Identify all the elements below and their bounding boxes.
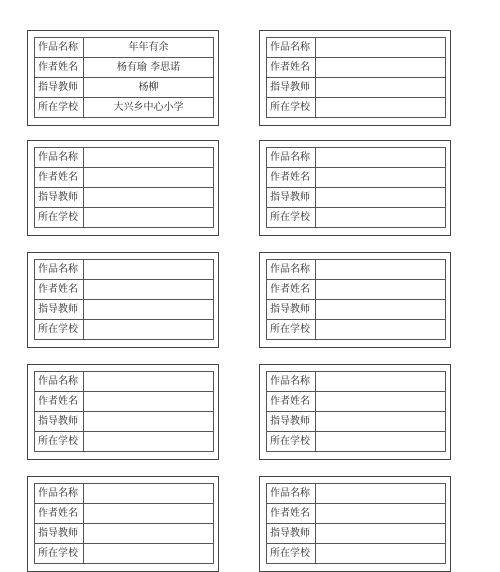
- field-value-author[interactable]: [84, 168, 214, 188]
- entry-table: [34, 483, 214, 564]
- field-value-school[interactable]: [316, 98, 446, 118]
- field-value-teacher[interactable]: [84, 524, 214, 544]
- entry-row-author: [267, 58, 446, 78]
- field-value-school[interactable]: 大兴乡中心小学: [84, 98, 214, 118]
- entry-card: [259, 364, 451, 460]
- field-label-school: 所在学校: [35, 98, 84, 118]
- field-label-author: 作者姓名: [267, 392, 316, 412]
- field-value-author[interactable]: [84, 280, 214, 300]
- entry-card: [27, 364, 219, 460]
- field-value-teacher[interactable]: [316, 524, 446, 544]
- field-value-title[interactable]: [316, 484, 446, 504]
- field-value-teacher[interactable]: 杨柳: [84, 78, 214, 98]
- entry-row-school: [35, 432, 214, 452]
- entry-card: [259, 140, 451, 236]
- field-value-author[interactable]: [84, 504, 214, 524]
- field-label-teacher: 指导教师: [35, 78, 84, 98]
- field-label-school: 所在学校: [267, 544, 316, 564]
- entry-table: [34, 147, 214, 228]
- field-label-school: 所在学校: [267, 432, 316, 452]
- field-value-teacher[interactable]: [316, 188, 446, 208]
- field-label-author: 作者姓名: [267, 280, 316, 300]
- field-label-school: 所在学校: [267, 98, 316, 118]
- field-label-author: 作者姓名: [35, 280, 84, 300]
- entry-table: [34, 37, 214, 118]
- entry-card: [259, 476, 451, 572]
- entry-card: [259, 30, 451, 126]
- field-value-teacher[interactable]: [84, 188, 214, 208]
- field-value-title[interactable]: [84, 260, 214, 280]
- field-label-author: 作者姓名: [35, 504, 84, 524]
- field-value-school[interactable]: [84, 320, 214, 340]
- field-label-title: 作品名称: [267, 148, 316, 168]
- field-value-title[interactable]: 年年有余: [84, 38, 214, 58]
- field-value-teacher[interactable]: [316, 78, 446, 98]
- entry-row-teacher: [35, 300, 214, 320]
- field-value-title[interactable]: [316, 372, 446, 392]
- entry-row-title: [267, 38, 446, 58]
- entry-row-teacher: [267, 524, 446, 544]
- field-label-teacher: 指导教师: [267, 78, 316, 98]
- field-label-teacher: 指导教师: [35, 300, 84, 320]
- entry-row-school: [267, 208, 446, 228]
- entry-table: [34, 259, 214, 340]
- field-label-author: 作者姓名: [35, 392, 84, 412]
- field-label-title: 作品名称: [267, 260, 316, 280]
- entry-card: [27, 30, 219, 126]
- entry-row-school: [267, 432, 446, 452]
- field-value-title[interactable]: [316, 148, 446, 168]
- entry-table: [266, 483, 446, 564]
- entry-row-teacher: [267, 78, 446, 98]
- field-label-title: 作品名称: [35, 260, 84, 280]
- field-label-school: 所在学校: [35, 432, 84, 452]
- entry-row-school: [35, 208, 214, 228]
- entry-row-school: [267, 544, 446, 564]
- entry-row-title: [35, 38, 214, 58]
- entry-row-author: [35, 168, 214, 188]
- entry-card: [27, 252, 219, 348]
- entry-card: [27, 140, 219, 236]
- entry-row-title: [35, 148, 214, 168]
- field-label-title: 作品名称: [267, 372, 316, 392]
- field-label-teacher: 指导教师: [35, 524, 84, 544]
- field-value-author[interactable]: [316, 58, 446, 78]
- field-label-school: 所在学校: [35, 320, 84, 340]
- entry-row-title: [35, 484, 214, 504]
- entry-row-author: [35, 392, 214, 412]
- entry-row-teacher: [267, 188, 446, 208]
- entry-card: [259, 252, 451, 348]
- field-value-teacher[interactable]: [84, 412, 214, 432]
- field-label-title: 作品名称: [267, 484, 316, 504]
- field-label-school: 所在学校: [267, 320, 316, 340]
- entry-row-author: [267, 392, 446, 412]
- field-value-teacher[interactable]: [84, 300, 214, 320]
- entry-row-author: [267, 168, 446, 188]
- entry-table: [266, 147, 446, 228]
- entry-table: [266, 371, 446, 452]
- field-label-teacher: 指导教师: [267, 524, 316, 544]
- entry-row-teacher: [267, 412, 446, 432]
- field-value-school[interactable]: [84, 208, 214, 228]
- field-label-title: 作品名称: [35, 38, 84, 58]
- field-value-author[interactable]: [84, 392, 214, 412]
- field-value-title[interactable]: [84, 484, 214, 504]
- field-value-school[interactable]: [316, 320, 446, 340]
- field-value-author[interactable]: [316, 392, 446, 412]
- entry-row-teacher: [35, 78, 214, 98]
- entry-row-school: [35, 320, 214, 340]
- field-label-school: 所在学校: [35, 544, 84, 564]
- field-value-school[interactable]: [84, 432, 214, 452]
- field-value-title[interactable]: [316, 38, 446, 58]
- entry-row-title: [267, 484, 446, 504]
- entry-row-school: [267, 320, 446, 340]
- field-value-school[interactable]: [316, 432, 446, 452]
- field-label-author: 作者姓名: [35, 58, 84, 78]
- field-label-author: 作者姓名: [267, 168, 316, 188]
- field-label-teacher: 指导教师: [267, 300, 316, 320]
- entry-table: [34, 371, 214, 452]
- field-label-school: 所在学校: [267, 208, 316, 228]
- field-value-teacher[interactable]: [316, 412, 446, 432]
- field-value-school[interactable]: [316, 208, 446, 228]
- field-label-title: 作品名称: [35, 148, 84, 168]
- field-value-school[interactable]: [316, 544, 446, 564]
- entry-row-title: [35, 372, 214, 392]
- entry-row-author: [267, 504, 446, 524]
- entry-row-school: [35, 544, 214, 564]
- field-value-author[interactable]: 杨有瑜 李思诺: [84, 58, 214, 78]
- entry-table: [266, 37, 446, 118]
- entry-row-title: [267, 148, 446, 168]
- field-label-teacher: 指导教师: [35, 188, 84, 208]
- entry-row-school: [35, 98, 214, 118]
- entry-row-author: [35, 280, 214, 300]
- field-value-title[interactable]: [316, 260, 446, 280]
- entry-row-author: [35, 58, 214, 78]
- field-label-author: 作者姓名: [267, 58, 316, 78]
- field-label-title: 作品名称: [35, 484, 84, 504]
- field-label-author: 作者姓名: [267, 504, 316, 524]
- field-label-school: 所在学校: [35, 208, 84, 228]
- entry-row-school: [267, 98, 446, 118]
- field-value-teacher[interactable]: [316, 300, 446, 320]
- field-value-author[interactable]: [316, 168, 446, 188]
- field-value-author[interactable]: [316, 504, 446, 524]
- field-label-teacher: 指导教师: [267, 188, 316, 208]
- entry-row-title: [267, 260, 446, 280]
- field-value-school[interactable]: [84, 544, 214, 564]
- entry-row-teacher: [267, 300, 446, 320]
- entry-row-author: [35, 504, 214, 524]
- field-label-title: 作品名称: [267, 38, 316, 58]
- field-value-author[interactable]: [316, 280, 446, 300]
- entry-row-teacher: [35, 412, 214, 432]
- field-label-title: 作品名称: [35, 372, 84, 392]
- entry-row-title: [267, 372, 446, 392]
- entry-row-author: [267, 280, 446, 300]
- field-label-teacher: 指导教师: [267, 412, 316, 432]
- entry-row-title: [35, 260, 214, 280]
- field-value-title[interactable]: [84, 372, 214, 392]
- field-label-teacher: 指导教师: [35, 412, 84, 432]
- entry-row-teacher: [35, 524, 214, 544]
- field-label-author: 作者姓名: [35, 168, 84, 188]
- entry-table: [266, 259, 446, 340]
- entry-card: [27, 476, 219, 572]
- field-value-title[interactable]: [84, 148, 214, 168]
- entry-row-teacher: [35, 188, 214, 208]
